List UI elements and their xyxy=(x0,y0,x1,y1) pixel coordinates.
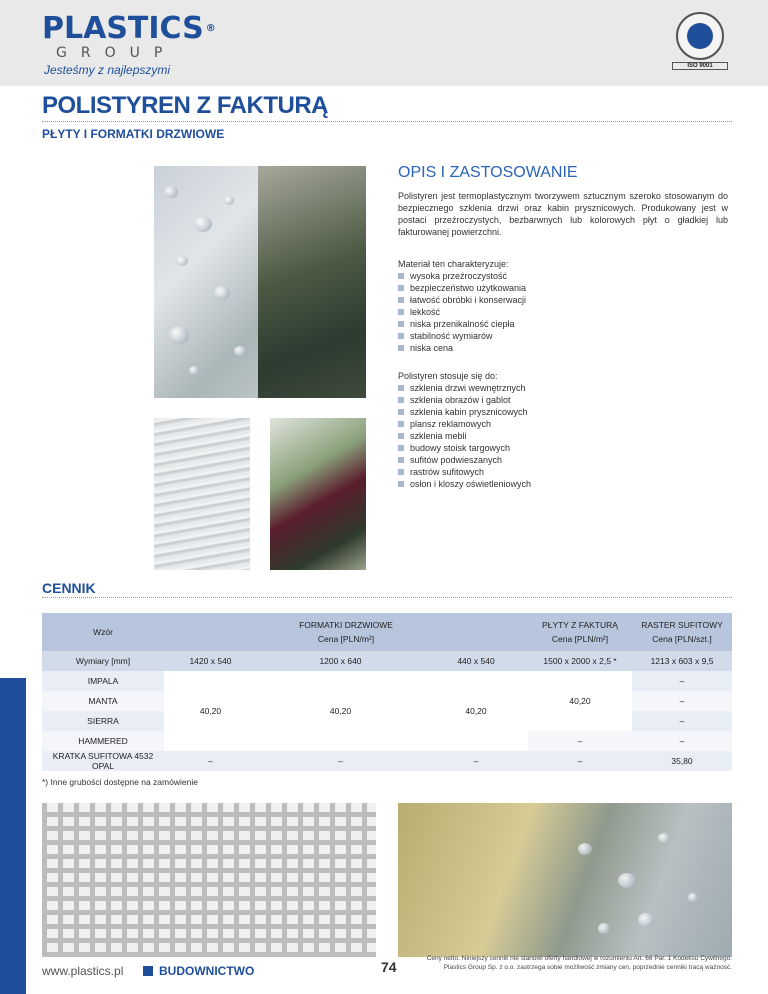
table-cell: – xyxy=(257,751,424,771)
table-cell: – xyxy=(632,731,732,751)
table-cell: 40,20 xyxy=(164,671,257,751)
page-title: POLISTYREN Z FAKTURĄ xyxy=(42,92,329,119)
table-cell: – xyxy=(164,751,257,771)
col-header-ceiling-grid: RASTER SUFITOWY Cena [PLN/szt.] xyxy=(632,613,732,651)
table-cell: 40,20 xyxy=(257,671,424,751)
table-cell: 40,20 xyxy=(424,671,528,751)
logo-registered-mark: ® xyxy=(205,23,216,34)
table-cell: – xyxy=(632,711,732,731)
list-item: szklenia obrazów i gablot xyxy=(398,394,728,406)
square-bullet-icon xyxy=(143,966,153,976)
table-footnote: *) Inne grubości dostępne na zamówienie xyxy=(42,777,198,787)
list-item: wysoka przeźroczystość xyxy=(398,270,728,282)
logo-group-text: GROUP xyxy=(56,45,177,61)
table-cell: 1213 x 603 x 9,5 xyxy=(632,651,732,671)
list-item: rastrów sufitowych xyxy=(398,466,728,478)
list-item: niska cena xyxy=(398,342,728,354)
ceiling-grid-photo xyxy=(42,803,376,957)
iso-label: ISO 9001 xyxy=(672,62,728,70)
footer-legal-note: Ceny netto. Niniejszy cennik nie stanowi oferty handlowej w rozumieniu Art. 66 Par. 1 Kodeksu Cywilnego. Plastics Group Sp. z o.o. zastrzega sobie możliwość zmiany cen, poprzednie cenniki tracą ważność. xyxy=(426,955,732,971)
description-intro: Polistyren jest termoplastycznym tworzywem sztucznym szeroko stosowanym do bezpiecznego szklenia drzwi oraz kabin prysznicowych. Produkowany jest w postaci przeźroczystych, bezbarwnych lub kolorowych płyt o gładkiej lub fakturowanej powierzchni. xyxy=(398,191,728,237)
list-item: szklenia drzwi wewnętrznych xyxy=(398,382,728,394)
list-item: lekkość xyxy=(398,306,728,318)
col-header-pattern: Wzór xyxy=(42,613,164,651)
table-row xyxy=(42,671,732,691)
table-cell: – xyxy=(528,751,632,771)
row-label: SIERRA xyxy=(42,711,164,731)
table-cell: 440 x 540 xyxy=(424,651,528,671)
table-cell: 35,80 xyxy=(632,751,732,771)
table-row xyxy=(42,751,732,771)
uses-list xyxy=(398,382,728,490)
table-cell: 1500 x 2000 x 2,5 * xyxy=(528,651,632,671)
features-block xyxy=(398,258,728,354)
company-logo[interactable] xyxy=(42,11,216,78)
side-accent-bar xyxy=(0,678,26,994)
list-item: budowy stoisk targowych xyxy=(398,442,728,454)
page-number: 74 xyxy=(381,959,397,975)
page-subtitle: PŁYTY I FORMATKI DRZWIOWE xyxy=(42,127,225,141)
row-label: MANTA xyxy=(42,691,164,711)
list-item: osłon i kloszy oświetleniowych xyxy=(398,478,728,490)
row-label: KRATKA SUFITOWA 4532 OPAL xyxy=(42,751,164,771)
table-cell: – xyxy=(632,691,732,711)
list-item: sufitów podwieszanych xyxy=(398,454,728,466)
footer-category: BUDOWNICTWO xyxy=(159,964,255,978)
col-header-textured-sheets: PŁYTY Z FAKTURĄ Cena [PLN/m²] xyxy=(528,613,632,651)
table-cell: 1200 x 640 xyxy=(257,651,424,671)
list-item: łatwość obróbki i konserwacji xyxy=(398,294,728,306)
list-item: szklenia kabin prysznicowych xyxy=(398,406,728,418)
price-list-heading: CENNIK xyxy=(42,580,96,596)
iso-certificate-badge xyxy=(672,12,728,74)
page-header xyxy=(0,0,768,86)
features-list xyxy=(398,270,728,354)
table-cell: 1420 x 540 xyxy=(164,651,257,671)
price-list-divider xyxy=(42,597,732,598)
row-label-dimensions: Wymiary [mm] xyxy=(42,651,164,671)
table-row xyxy=(42,651,732,671)
table-cell: – xyxy=(424,751,528,771)
table-cell: 40,20 xyxy=(528,671,632,731)
row-label: IMPALA xyxy=(42,671,164,691)
table-cell: – xyxy=(632,671,732,691)
list-item: niska przenikalność ciepła xyxy=(398,318,728,330)
certification-seal-icon xyxy=(676,12,724,60)
row-label: HAMMERED xyxy=(42,731,164,751)
price-table xyxy=(42,613,732,771)
title-divider xyxy=(42,121,732,122)
list-item: plansz reklamowych xyxy=(398,418,728,430)
website-link[interactable]: www.plastics.pl xyxy=(42,964,124,978)
textured-glass-photo xyxy=(398,803,732,957)
list-item: bezpieczeństwo użytkowania xyxy=(398,282,728,294)
col-header-door-panels: FORMATKI DRZWIOWE Cena [PLN/m²] xyxy=(164,613,528,651)
description-heading: OPIS I ZASTOSOWANIE xyxy=(398,164,578,181)
logo-tagline: Jesteśmy z najlepszymi xyxy=(44,63,171,77)
list-item: stabilność wymiarów xyxy=(398,330,728,342)
logo-main-text: PLASTICS xyxy=(42,11,204,46)
list-item: szklenia mebli xyxy=(398,430,728,442)
wave-texture-photo xyxy=(154,418,250,570)
features-intro: Materiał ten charakteryzuje: xyxy=(398,259,509,269)
uses-intro: Polistyren stosuje się do: xyxy=(398,371,498,381)
table-cell: – xyxy=(528,731,632,751)
textured-panel-photo-dark xyxy=(258,166,366,398)
uses-block xyxy=(398,370,728,490)
plant-through-glass-photo xyxy=(270,418,366,570)
